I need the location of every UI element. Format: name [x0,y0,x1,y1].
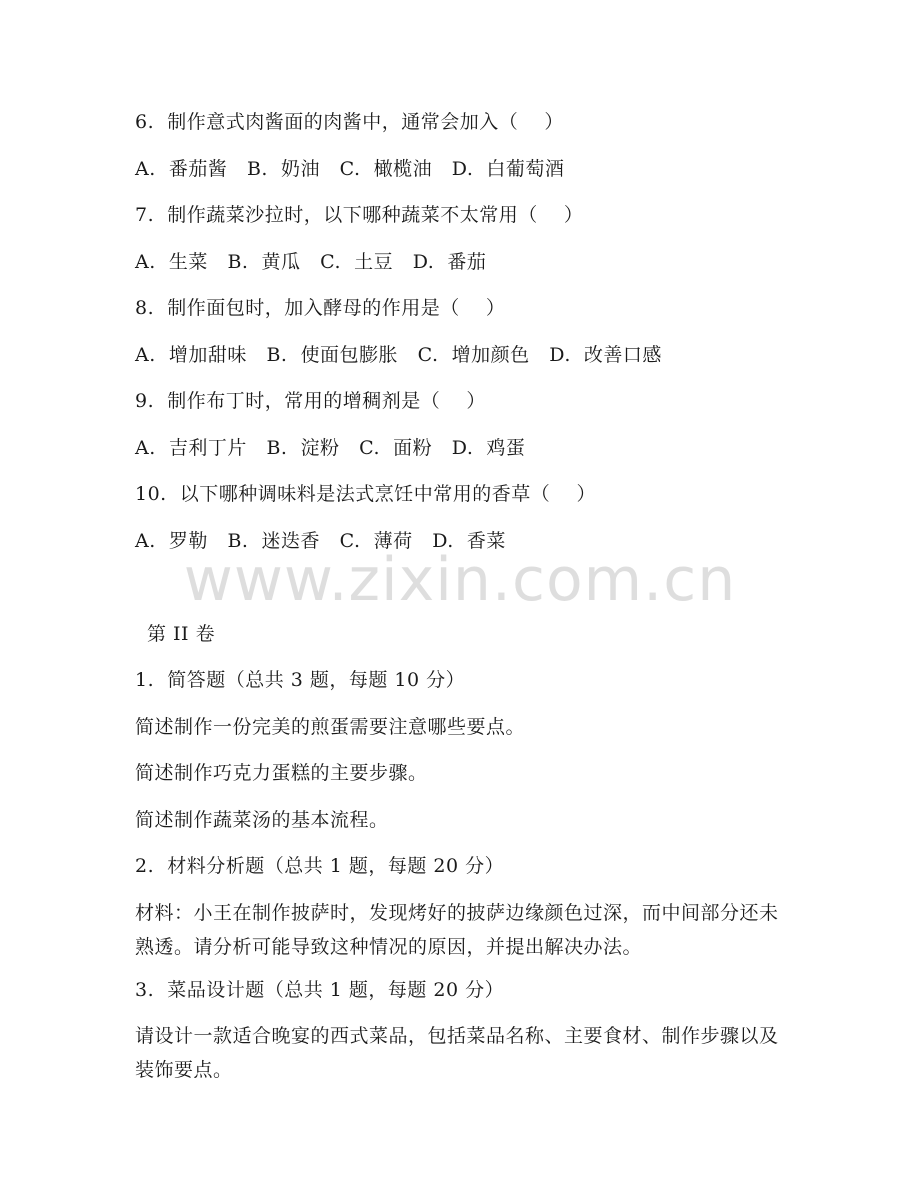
short-answer-item-1: 简述制作一份完美的煎蛋需要注意哪些要点。 [135,716,526,738]
question-9-options: A. 吉利丁片 B. 淀粉 C. 面粉 D. 鸡蛋 [135,437,526,459]
question-8-stem: 8. 制作面包时，加入酵母的作用是（ ） [135,297,506,319]
section-title: 第 II 卷 [147,623,216,645]
part3-heading: 3. 菜品设计题（总共 1 题，每题 20 分） [135,979,505,1001]
short-answer-item-2: 简述制作巧克力蛋糕的主要步骤。 [135,762,428,784]
part1-heading: 1. 简答题（总共 3 题，每题 10 分） [135,669,466,691]
design-task-text: 请设计一款适合晚宴的西式菜品，包括菜品名称、主要食材、制作步骤以及装饰要点。 [135,1025,779,1081]
question-6-options: A. 番茄酱 B. 奶油 C. 橄榄油 D. 白葡萄酒 [135,158,565,180]
question-9-stem: 9. 制作布丁时，常用的增稠剂是（ ） [135,390,486,412]
question-10-options: A. 罗勒 B. 迷迭香 C. 薄荷 D. 香菜 [135,530,506,552]
question-7-stem: 7. 制作蔬菜沙拉时，以下哪种蔬菜不太常用（ ） [135,204,584,226]
material-text: 材料：小王在制作披萨时，发现烤好的披萨边缘颜色过深，而中间部分还未熟透。请分析可能导致这种情况的原因，并提出解决办法。 [135,902,779,958]
part2-heading: 2. 材料分析题（总共 1 题，每题 20 分） [135,855,505,877]
question-7-options: A. 生菜 B. 黄瓜 C. 土豆 D. 番茄 [135,251,487,273]
question-8-options: A. 增加甜味 B. 使面包膨胀 C. 增加颜色 D. 改善口感 [135,344,662,366]
question-6-stem: 6. 制作意式肉酱面的肉酱中，通常会加入（ ） [135,111,564,133]
short-answer-item-3: 简述制作蔬菜汤的基本流程。 [135,809,389,831]
question-10-stem: 10. 以下哪种调味料是法式烹饪中常用的香草（ ） [135,483,596,505]
watermark: www.zixin.com.cn [183,545,737,615]
